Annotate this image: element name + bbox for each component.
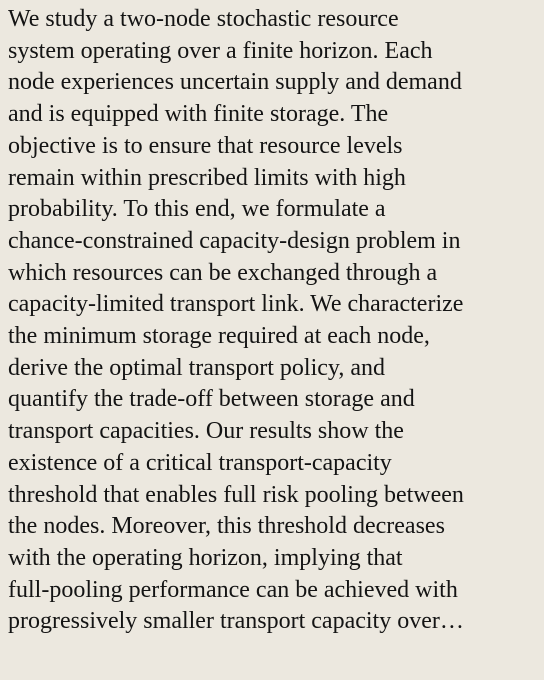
abstract-line: progressively smaller transport capacity over… [8,608,464,635]
abstract-line: with the operating horizon, implying that [8,544,403,571]
abstract-line: remain within prescribed limits with high [8,164,406,191]
abstract-line: quantify the trade-off between storage and [8,386,415,413]
abstract-line: chance-constrained capacity-design problem in [8,227,461,254]
abstract-line: objective is to ensure that resource levels [8,132,403,159]
abstract-line: full-pooling performance can be achieved with [8,576,458,603]
abstract-line: capacity-limited transport link. We characterize [8,291,464,318]
abstract-line: node experiences uncertain supply and demand [8,69,462,96]
abstract-line: derive the optimal transport policy, and [8,354,386,381]
abstract-line: probability. To this end, we formulate a [8,196,386,223]
abstract-line: and is equipped with finite storage. The [8,101,389,128]
abstract-line: which resources can be exchanged through a [8,259,438,286]
abstract-line: transport capacities. Our results show the [8,418,404,445]
abstract-text [8,4,538,638]
abstract-line: threshold that enables full risk pooling between [8,481,464,508]
abstract-line: the nodes. Moreover, this threshold decreases [8,513,445,540]
abstract-line: We study a two-node stochastic resource [8,6,399,32]
abstract-line: system operating over a finite horizon. Each [8,37,433,64]
abstract-line: existence of a critical transport-capacity [8,449,392,476]
abstract-line: the minimum storage required at each node, [8,323,430,350]
